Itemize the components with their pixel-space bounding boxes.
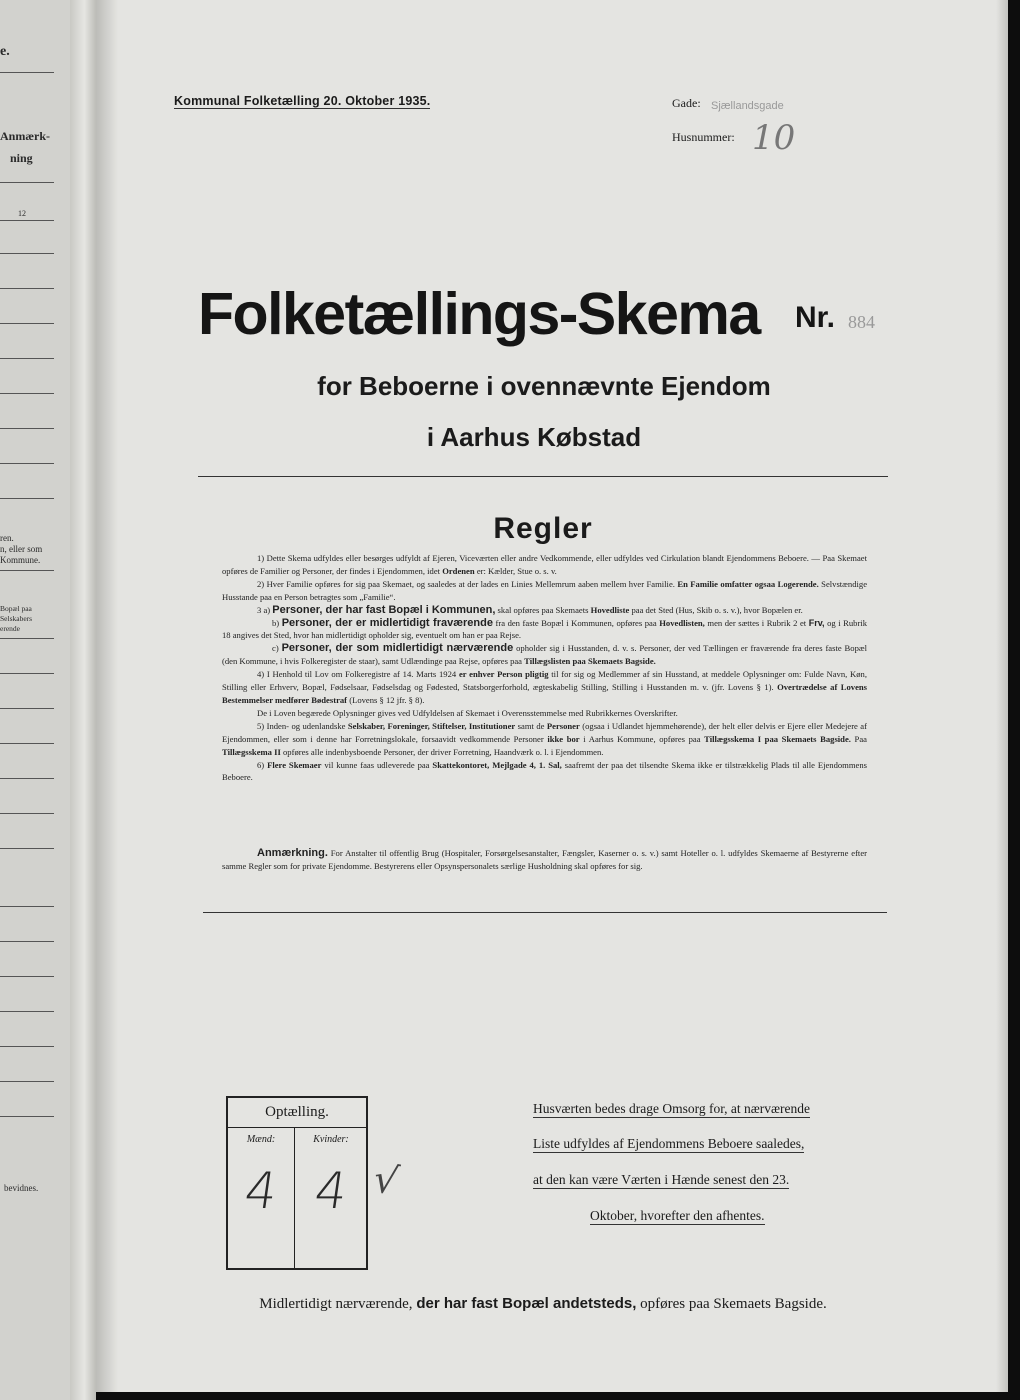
page-shadow (96, 0, 118, 1392)
left-rule (0, 358, 54, 359)
rule-text: (Lovens § 12 jfr. § 8). (349, 694, 425, 705)
left-rule (0, 906, 54, 907)
remark-label: Anmærkning. (257, 847, 328, 859)
rule-6 (222, 759, 867, 785)
rule-3a (222, 604, 867, 617)
left-rule (0, 778, 54, 779)
left-rule (0, 253, 54, 254)
rule-text: 1) Dette Skema udfyldes eller besørges udfyldt af Ejeren, Viceværten eller andre Vedkommende, eller udfyldes ved Cirkulation blandt Ejendommens Beboere. — Paa Skemaet opføres de Familier og Personer, der findes i Ejendommen, idet (222, 553, 867, 576)
rule-1 (222, 552, 867, 578)
rule-emphasis: Tillægsskema II (222, 746, 281, 757)
rule-text: til for sig og Medlemmer af sin Husstand, at meddele Oplysninger om: Fulde Navn, Køn, Stilling eller Erhverv, Bopæl, Fødselsaar, Fødselsdag og Fødested, Statsborgerforhold, ægteskabelig Stilling, Stilling i Husstanden m. v. (jfr. Lovens § 1). (222, 669, 867, 693)
rule-emphasis: Frv, (808, 617, 825, 628)
rule-5 (222, 720, 867, 759)
rule-emphasis: Personer, der har fast Bopæl i Kommunen, (272, 603, 496, 616)
rule-2 (222, 578, 867, 604)
form-subtitle-1: for Beboerne i ovennævnte Ejendom (317, 371, 771, 401)
rule-emphasis: Skattekontoret, Mejlgade 4, 1. Sal, (432, 759, 562, 770)
rule-emphasis: Personer (546, 720, 580, 731)
rule-text: b) (272, 617, 280, 628)
rule-text: 3 a) (257, 604, 271, 615)
rule-text: 6) (257, 759, 265, 770)
left-rule (0, 848, 54, 849)
left-column-header (0, 125, 50, 169)
left-column-number: 12 (18, 209, 26, 218)
remark-paragraph (222, 847, 867, 873)
left-rule (0, 813, 54, 814)
left-rule (0, 708, 54, 709)
women-label: Kvinder: (313, 1134, 349, 1145)
form-number-label: Nr. (795, 301, 836, 334)
rule-emphasis: Tillægslisten paa Skemaets Bagside. (524, 656, 656, 667)
left-top-fragment: e. (0, 44, 10, 59)
left-column-header-line1: Anmærk- (0, 129, 50, 143)
rule-text: (ogsaa i Udlandet hjemmehørende), der helt eller delvis er Ejere eller Medejere af Ejendommen, eller som i denne har Forretningslokale, forsaavidt vedkommende Personer (222, 720, 867, 744)
form-number-stamp: 884 (848, 312, 875, 332)
rule-emphasis: En Familie omfatter ogsaa Logerende. (677, 578, 819, 589)
remark-text: For Anstalter til offentlig Brug (Hospitaler, Forsørgelsesanstalter, Fængsler, Kaserner o. s. v.) samt Hoteller o. l. udfyldes Skemaerne af Bestyrerne efter samme Regler som for private Ejendomme. Bestyrerens eller Opsynspersonalets særlige Husholdning skal opføres for sig. (222, 848, 867, 871)
men-label: Mænd: (246, 1134, 276, 1145)
rule-text: men der sættes i Rubrik 2 et (707, 617, 807, 628)
left-note-2-line: Selskabers (0, 614, 33, 623)
rule-emphasis: Hovedlisten, (659, 617, 705, 628)
left-rule (0, 463, 54, 464)
rule-4 (222, 668, 867, 707)
rule-text: saafremt der paa det tilsendte Skema ikke er tilstrækkelig Plads til alle Ejendommens Beboere. (222, 759, 868, 783)
instruction-line-4: Oktober, hvorefter den afhentes. (590, 1208, 765, 1223)
house-number-handwritten: 10 (752, 118, 796, 158)
rule-3b (222, 617, 867, 643)
rule-emphasis: Flere Skemaer (267, 759, 322, 770)
left-rule (0, 976, 54, 977)
rule-text: og i Rubrik 18 angives det Sted, hvor han midlertidigt opholder sig, eventuelt om han er paa Rejse. (222, 617, 868, 641)
rule-text: opføres alle indenbysboende Personer, der driver Forretning, Haandværk o. l. i Ejendommen. (282, 746, 604, 757)
rule-text: 5) Inden- og udenlandske (257, 720, 346, 731)
rule-text: vil kunne faas udleverede paa (324, 759, 430, 770)
left-note-1-line: ren. (0, 533, 14, 543)
left-note-2-line: erende (0, 624, 20, 633)
rules-body (222, 552, 867, 784)
count-box-title: Optælling. (228, 1098, 366, 1128)
binding-fold (70, 0, 96, 1400)
rule-text: paa det Sted (Hus, Skib o. s. v.), hvor Bopælen er. (631, 604, 803, 615)
rule-text: opholder sig i Husstanden, d. v. s. Personer, der ved Tællingen er fraværende fra deres faste Bopæl (den Kommune, i hvis Folkeregister de staar), samt Udlændinge paa Rejse, opføres paa (222, 643, 868, 667)
rule-emphasis: Personer, der som midlertidigt nærværende (281, 642, 514, 655)
left-rule (0, 1116, 54, 1117)
rule-text: er: Kælder, Stue o. s. v. (476, 565, 557, 576)
rule-emphasis: Tillægsskema I paa Skemaets Bagside. (704, 733, 851, 744)
page-right-edge (996, 0, 1008, 1392)
rule-emphasis: ikke bor (547, 733, 580, 744)
rule-text: i Aarhus Kommune, opføres paa (583, 733, 701, 744)
footer-note (0, 1295, 1020, 1313)
divider-bottom (203, 912, 887, 913)
left-rule (0, 570, 54, 571)
instruction-line-1: Husværten bedes drage Omsorg for, at nærværende (533, 1101, 811, 1116)
rule-emphasis: Hovedliste (590, 604, 630, 615)
rule-text: De i Loven begærede Oplysninger gives ved Udfyldelsen af Skemaet i Overensstemmelse med Rubrikkernes Overskrifter. (257, 707, 678, 718)
left-rule (0, 743, 54, 744)
rule-text: samt de (517, 720, 545, 731)
left-rule (0, 1046, 54, 1047)
rule-emphasis: Overtrædelse af Lovens Bestemmelser medfører Bødestraf (222, 682, 868, 705)
divider-top (198, 476, 888, 477)
left-rule (0, 673, 54, 674)
footer-emphasis: der har fast Bopæl andetsteds, (416, 1295, 637, 1312)
rule-emphasis: Selskaber, Foreninger, Stiftelser, Institutioner (347, 720, 516, 731)
left-note-2-line: Bopæl paa (0, 604, 32, 613)
left-rule (0, 323, 54, 324)
left-rule (0, 1011, 54, 1012)
street-stamp-value: Sjællandsgade (711, 100, 784, 112)
census-header: Kommunal Folketælling 20. Oktober 1935. (174, 94, 431, 108)
check-mark-icon: √ (370, 1156, 402, 1204)
left-rule (0, 941, 54, 942)
men-count-handwritten: 4 (241, 1162, 281, 1220)
left-column-header-line2: ning (10, 151, 33, 165)
rule-text: fra den faste Bopæl i Kommunen, opføres paa (495, 617, 657, 628)
footer-text: opføres paa Skemaets Bagside. (640, 1296, 827, 1312)
rule-emphasis: er enhver Person pligtig (458, 669, 549, 680)
left-rule (0, 498, 54, 499)
left-rule (0, 182, 54, 183)
women-count-handwritten: 4 (311, 1162, 351, 1220)
instruction-line-2: Liste udfyldes af Ejendommens Beboere saaledes, (533, 1136, 805, 1151)
rule-text: 4) I Henhold til Lov om Folkeregistre af 14. Marts 1924 (257, 669, 457, 680)
rules-heading: Regler (493, 512, 593, 545)
rule-text: Paa (854, 733, 867, 744)
left-bottom-fragment: bevidnes. (4, 1183, 39, 1193)
left-note-2 (0, 604, 32, 634)
rule-text: c) (272, 643, 279, 654)
rule-text: 2) Hver Familie opføres for sig paa Skemaet, og saaledes at der lades en Linies Mellemrum aaben mellem hver Familie. (257, 578, 675, 589)
rule-3c (222, 642, 867, 668)
left-rule (0, 1081, 54, 1082)
left-note-1-line: Kommune. (0, 555, 41, 565)
house-number-label: Husnummer: (672, 130, 735, 144)
rule-text: skal opføres paa Skemaets (497, 604, 589, 615)
rule-4-note (222, 707, 867, 720)
left-rule (0, 288, 54, 289)
left-rule (0, 638, 54, 639)
rule-emphasis: Ordenen (442, 565, 475, 576)
street-label: Gade: (672, 96, 701, 110)
form-subtitle-2: i Aarhus Købstad (426, 422, 642, 452)
form-title: Folketællings-Skema (198, 281, 760, 347)
left-rule (0, 220, 54, 221)
left-note-1-line: n, eller som (0, 544, 43, 554)
rule-emphasis: Personer, der er midlertidigt fraværende (281, 616, 493, 629)
left-rule (0, 72, 54, 73)
footer-text: Midlertidigt nærværende, (259, 1296, 413, 1312)
instruction-line-3: at den kan være Værten i Hænde senest den 23. (533, 1172, 790, 1187)
rule-text: Selvstændige Husstande paa en Person betragtes som „Familie“. (222, 578, 868, 602)
count-box (226, 1096, 368, 1270)
